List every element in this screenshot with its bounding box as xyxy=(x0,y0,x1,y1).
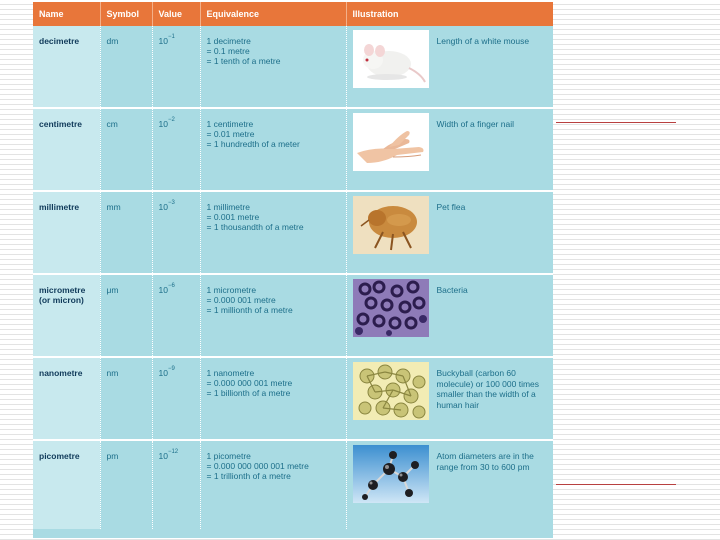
illustration-caption: Width of a finger nail xyxy=(436,119,514,129)
unit-illustration xyxy=(346,440,553,529)
illustration-caption: Bacteria xyxy=(436,285,468,295)
unit-name: decimetre xyxy=(33,26,100,108)
table-header-row xyxy=(33,2,553,26)
value-exponent: −6 xyxy=(167,283,175,290)
table-row xyxy=(33,274,553,357)
unit-symbol: pm xyxy=(100,440,152,529)
value-base: 10 xyxy=(158,202,168,212)
table-row xyxy=(33,26,553,108)
value-exponent: −12 xyxy=(167,449,179,456)
equivalence-line: 1 centimetre xyxy=(206,119,254,129)
equivalence-line: = 0.1 metre xyxy=(206,46,250,57)
unit-illustration xyxy=(346,26,553,108)
equivalence-line: = 0.001 metre xyxy=(206,212,260,223)
unit-equivalence xyxy=(200,26,346,108)
units-table xyxy=(33,2,553,529)
unit-name: micrometre (or micron) xyxy=(33,274,100,357)
table-row xyxy=(33,440,553,529)
unit-value xyxy=(152,26,200,108)
unit-symbol: dm xyxy=(100,26,152,108)
equivalence-line: = 1 thousandth of a metre xyxy=(206,222,304,233)
equivalence-line: = 0.000 000 001 metre xyxy=(206,378,293,389)
value-base: 10 xyxy=(158,285,168,295)
hand-image xyxy=(353,113,429,171)
unit-value xyxy=(152,191,200,274)
unit-illustration xyxy=(346,108,553,191)
unit-equivalence xyxy=(200,274,346,357)
value-exponent: −2 xyxy=(167,117,175,124)
slide-rule-lower xyxy=(556,484,676,485)
table-row xyxy=(33,191,553,274)
equivalence-line: 1 decimetre xyxy=(206,36,251,46)
flea-image xyxy=(353,196,429,254)
unit-name: picometre xyxy=(33,440,100,529)
unit-name: millimetre xyxy=(33,191,100,274)
header-equivalence: Equivalence xyxy=(200,2,346,26)
header-illustration: Illustration xyxy=(346,2,553,26)
unit-name: centimetre xyxy=(33,108,100,191)
unit-symbol: cm xyxy=(100,108,152,191)
illustration-caption: Buckyball (carbon 60 molecule) or 100 000 times smaller than the width of a human hair xyxy=(436,368,540,410)
equivalence-line: = 1 hundredth of a meter xyxy=(206,139,300,150)
unit-value xyxy=(152,108,200,191)
unit-equivalence xyxy=(200,108,346,191)
value-base: 10 xyxy=(158,451,168,461)
header-value: Value xyxy=(152,2,200,26)
equivalence-line: = 0.01 metre xyxy=(206,129,255,140)
equivalence-line: = 0.000 001 metre xyxy=(206,295,276,306)
unit-equivalence xyxy=(200,191,346,274)
slide-rule-upper xyxy=(556,122,676,123)
value-base: 10 xyxy=(158,119,168,129)
white-mouse-image xyxy=(353,30,429,88)
unit-illustration xyxy=(346,191,553,274)
equivalence-line: 1 millimetre xyxy=(206,202,250,212)
equivalence-line: 1 micrometre xyxy=(206,285,257,295)
illustration-caption: Pet flea xyxy=(436,202,466,212)
header-name: Name xyxy=(33,2,100,26)
value-base: 10 xyxy=(158,36,168,46)
unit-illustration xyxy=(346,274,553,357)
unit-symbol: nm xyxy=(100,357,152,440)
value-base: 10 xyxy=(158,368,168,378)
unit-illustration xyxy=(346,357,553,440)
value-exponent: −1 xyxy=(167,34,175,41)
unit-value xyxy=(152,357,200,440)
equivalence-line: 1 picometre xyxy=(206,451,251,461)
unit-symbol: mm xyxy=(100,191,152,274)
units-table-container xyxy=(33,2,553,538)
illustration-caption: Atom diameters are in the range from 30 to 600 pm xyxy=(436,451,534,472)
atom-model-image xyxy=(353,445,429,503)
illustration-caption: Length of a white mouse xyxy=(436,36,530,46)
table-row xyxy=(33,108,553,191)
equivalence-line: = 1 billionth of a metre xyxy=(206,388,291,399)
value-exponent: −3 xyxy=(167,200,175,207)
buckyball-image xyxy=(353,362,429,420)
equivalence-line: 1 nanometre xyxy=(206,368,255,378)
unit-name: nanometre xyxy=(33,357,100,440)
equivalence-line: = 1 tenth of a metre xyxy=(206,56,281,67)
table-row xyxy=(33,357,553,440)
value-exponent: −9 xyxy=(167,366,175,373)
equivalence-line: = 1 millionth of a metre xyxy=(206,305,293,316)
unit-symbol: μm xyxy=(100,274,152,357)
bacteria-image xyxy=(353,279,429,337)
header-symbol: Symbol xyxy=(100,2,152,26)
unit-equivalence xyxy=(200,440,346,529)
equivalence-line: = 0.000 000 000 001 metre xyxy=(206,461,309,472)
unit-value xyxy=(152,274,200,357)
unit-value xyxy=(152,440,200,529)
unit-equivalence xyxy=(200,357,346,440)
equivalence-line: = 1 trillionth of a metre xyxy=(206,471,291,482)
